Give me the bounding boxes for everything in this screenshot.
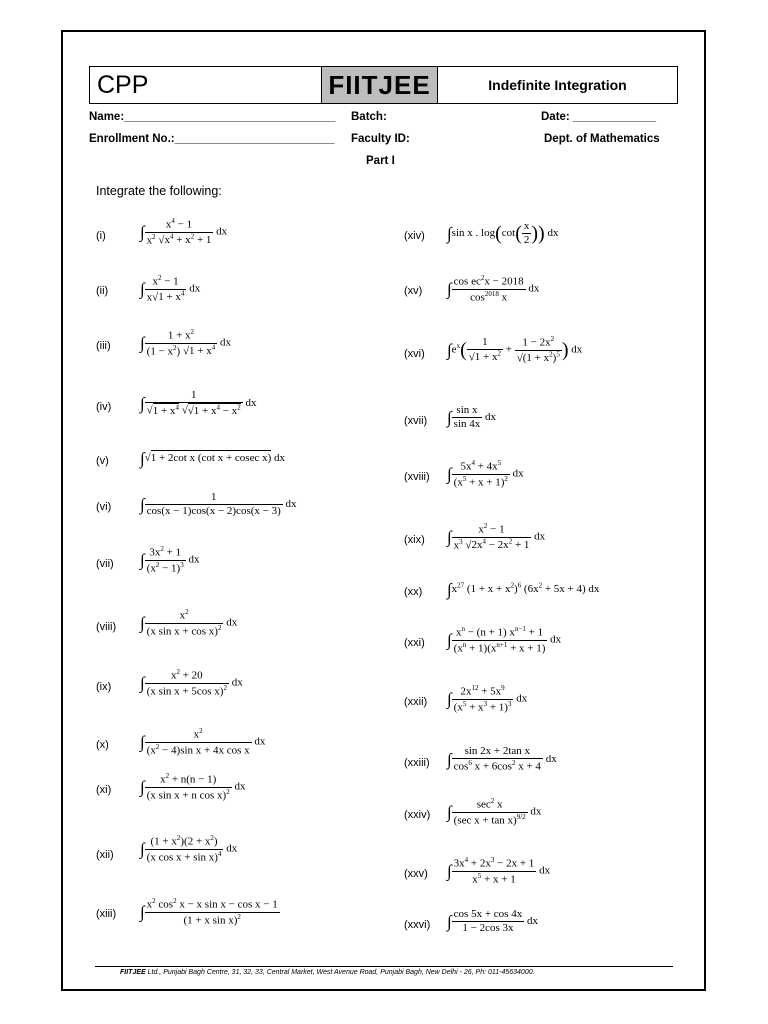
item-number: (xxiv) [404, 809, 431, 821]
item-number: (xix) [404, 534, 425, 546]
integral-expression: $\int e^x$( $\frac{1}{√1 + x^2}$ + $\frac{1 - 2x^2}{√(1 + x^2)^5}$ ) dx [447, 335, 583, 365]
item-number: (xii) [96, 849, 114, 861]
integral-expression: ∫ $\frac{\text{sin x}}{\sin 4x}$ dx [447, 404, 497, 430]
enrollment-field: Enrollment No.:_________________________ [89, 133, 335, 145]
item-number: (vii) [96, 558, 114, 570]
item-number: (xx) [404, 586, 423, 598]
footer-text [120, 969, 535, 976]
header-box [89, 66, 678, 104]
department-label: Dept. of Mathematics [544, 133, 660, 145]
item-number: (xi) [96, 784, 112, 796]
integral-expression: ∫ $\frac{x^2}{(x^2 - 4)\sin x + 4x \cos x}$ dx [140, 727, 266, 757]
item-number: (xiii) [96, 908, 117, 920]
part-label: Part I [366, 155, 395, 167]
integral-expression: ∫ $\frac{3x^4 + 2x^3 - 2x + 1}{x^5 + x + 1}$ dx [447, 856, 551, 886]
integral-expression: ∫ $\frac{2x^{12} + 5x^9}{(x^5 + x^3 + 1)^3}$ dx [447, 684, 528, 714]
integral-expression: ∫ $\frac{x^2 \cos^2 x - x \sin x - \cos x - 1}{(1 + x \sin x)^2}$ [140, 897, 278, 927]
integral-expression: ∫ $\frac{(1 + x^2)(2 + x^2)}{(x \cos x + \sin x)^4}$ dx [140, 834, 238, 864]
integral-expression: ∫ $\frac{5x^4 + 4x^5}{(x^5 + x + 1)^2}$ dx [447, 459, 524, 489]
item-number: (xxv) [404, 868, 428, 880]
integral-expression: ∫sin x . log(cot( $\frac{x}{2}$ )) dx [447, 220, 559, 246]
integral-expression: ∫ $\sec^2 x$ (sec x + tan x)$^{9/2}$ dx [447, 797, 542, 827]
integral-expression: ∫ $\frac{x^n - (n + 1) x^{n-1} + 1}{(x^n + 1)(x^{n+1} + x + 1)}$ dx [447, 625, 562, 655]
integral-expression: ∫ $\frac{x^2 - 1}{x√1 + x^4}$ dx [140, 274, 201, 304]
integral-expression: ∫ $\frac{\text{sin 2x + 2tan x}}{\cos^6 x + 6\cos^2 x + 4}$ dx [447, 745, 557, 773]
item-number: (vi) [96, 501, 112, 513]
item-number: (ii) [96, 285, 109, 297]
item-number: (xxi) [404, 637, 425, 649]
integral-expression: ∫ $\frac{x^2}{(x \sin x + \cos x)^2}$ dx [140, 608, 238, 638]
integral-expression: ∫ $\frac{x^2 + n(n - 1)}{(x \sin x + n \cos x)^2}$ dx [140, 772, 246, 802]
item-number: (viii) [96, 621, 117, 633]
batch-field: Batch: [351, 111, 387, 123]
item-number: (x) [96, 739, 109, 751]
item-number: (xiv) [404, 230, 425, 242]
integral-expression: ∫ $\frac{1}{√1 + x^4 √√1 + x^4 - x^2}$ dx [140, 389, 257, 417]
brand-logo: FIITJEE [321, 67, 438, 103]
item-number: (iv) [96, 401, 112, 413]
topic-title: Indefinite Integration [488, 77, 627, 93]
item-number: (xvi) [404, 348, 425, 360]
integral-expression: ∫ $\frac{x^2 - 1}{x^3 √2x^4 - 2x^2 + 1}$ dx [447, 522, 546, 552]
item-number: (xxvi) [404, 919, 431, 931]
integral-expression: ∫ $\frac{\cos ec^2x - 2018}{\cos^{2018} x}$ dx [447, 274, 540, 304]
item-number: (xxiii) [404, 757, 430, 769]
instructions: Integrate the following: [96, 184, 222, 198]
item-number: (iii) [96, 340, 111, 352]
integral-expression: ∫ $\frac{3x^2 + 1}{(x^2 - 1)^3}$ dx [140, 545, 200, 575]
integral-expression: ∫ $\frac{x^2 + 20}{(x \sin x + 5\cos x)^2}$ dx [140, 668, 243, 698]
integral-expression: ∫ $\frac{1}{\cos(x - 1)\cos(x - 2)\cos(x - 3)}$ dx [140, 491, 297, 517]
footer-brand: FIITJEE [120, 969, 146, 976]
item-number: (ix) [96, 681, 112, 693]
item-number: (v) [96, 455, 109, 467]
integral-expression: ∫√1 + 2cot x (cot x + cosec x) dx [140, 449, 286, 468]
integral-expression: ∫ $\frac{1 + x^2}{(1 - x^2) √1 + x^4}$ dx [140, 328, 231, 358]
name-field: Name:_________________________________ [89, 111, 336, 123]
item-number: (i) [96, 230, 106, 242]
integral-expression: ∫ $\frac{\cos 5x + \cos 4x}{1 - 2\cos 3x}$ dx [447, 908, 538, 934]
footer-address: Ltd., Punjabi Bagh Centre, 31, 32, 33, Central Market, West Avenue Road, Punjabi Bagh, New Delhi - 26, Ph: 011-45634000. [145, 969, 535, 976]
item-number: (xviii) [404, 471, 430, 483]
integral-expression: ∫ $\frac{x^4 - 1}{x^2 √x^4 + x^2 + 1}$ dx [140, 217, 228, 247]
cpp-label: CPP [97, 71, 149, 99]
item-number: (xvii) [404, 415, 428, 427]
integral-expression: $\int x^{27}$ $(1 + x + x^2)^6$ $(6x^2 + 5x + 4)$ dx [447, 580, 600, 599]
faculty-field: Faculty ID: [351, 133, 410, 145]
item-number: (xxii) [404, 696, 428, 708]
date-field: Date: _____________ [541, 111, 657, 123]
footer-divider [95, 966, 673, 967]
item-number: (xv) [404, 285, 423, 297]
